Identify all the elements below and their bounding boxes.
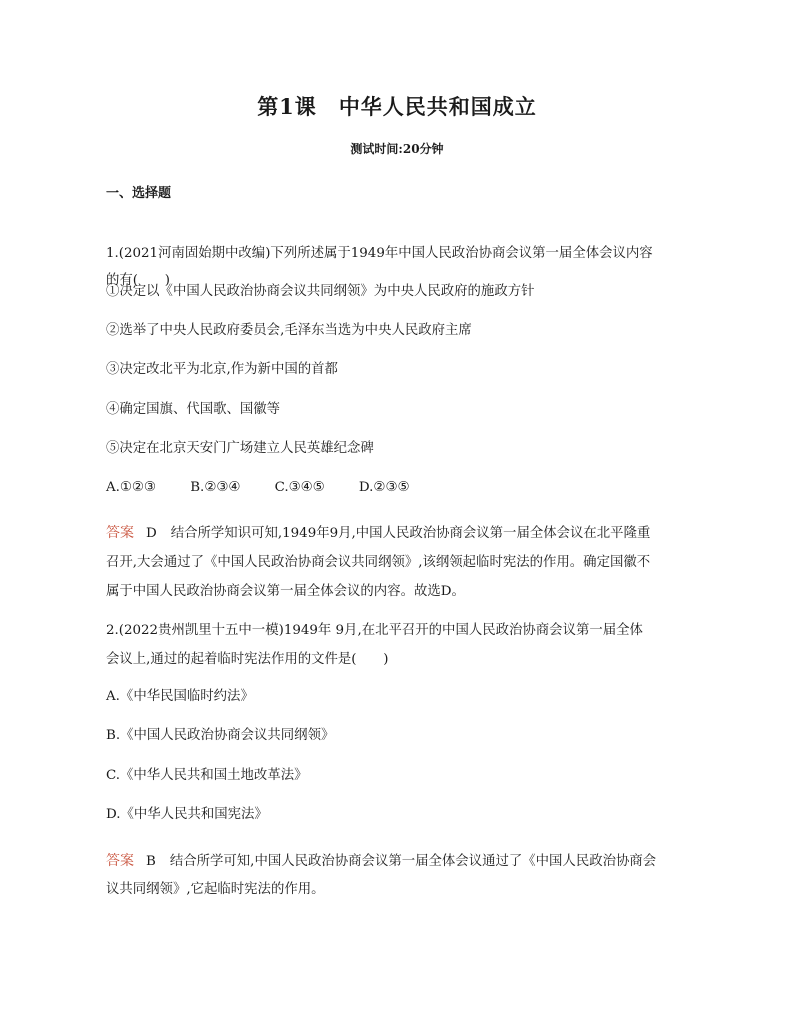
q1-option-d[interactable]: D.②③⑤ (358, 480, 410, 495)
q1-option-a[interactable]: A.①②③ (106, 480, 156, 495)
q2-option-d[interactable]: D.《中华人民共和国宪法》 (106, 807, 268, 822)
q1-option-c[interactable]: C.③④⑤ (274, 480, 325, 495)
q2-answer-label: 答案 (106, 853, 134, 869)
q2-stem-line1: 2.(2022贵州凯里十五中一模)1949年 9月,在北平召开的中国人民政治协商会议第一届全体 (106, 623, 643, 638)
q1-item-5: ⑤决定在北京天安门广场建立人民英雄纪念碑 (106, 441, 374, 456)
q2-explanation-1: 结合所学可知,中国人民政治协商会议第一届全体会议通过了《中国人民政治协商会 (169, 854, 657, 869)
q2-answer-line1 (106, 851, 656, 872)
q1-options (106, 478, 439, 498)
test-time: 测试时间:20分钟 (350, 142, 444, 156)
q2-stem-line2: 会议上,通过的起着临时宪法作用的文件是( ) (106, 652, 389, 667)
q1-item-3: ③决定改北平为北京,作为新中国的首都 (106, 362, 338, 377)
lesson-name: 中华人民共和国成立 (338, 94, 537, 119)
q2-answer-letter: B (146, 854, 156, 869)
q1-answer-line1 (106, 523, 650, 544)
q1-stem-line2: 的有( ) (106, 273, 171, 288)
q1-item-4: ④确定国旗、代国歌、国徽等 (106, 402, 281, 417)
q2-option-b[interactable]: B.《中国人民政治协商会议共同纲领》 (106, 728, 335, 743)
q1-answer-letter: D (146, 526, 157, 541)
q1-option-b[interactable]: B.②③④ (190, 480, 241, 495)
q1-item-2: ②选举了中央人民政府委员会,毛泽东当选为中央人民政府主席 (106, 323, 472, 338)
q1-item-1: ①决定以《中国人民政治协商会议共同纲领》为中央人民政府的施政方针 (106, 284, 535, 299)
q2-explanation-2: 议共同纲领》,它起临时宪法的作用。 (106, 882, 325, 897)
q1-answer-label: 答案 (106, 525, 134, 541)
q1-explanation-1: 结合所学知识可知,1949年9月,中国人民政治协商会议第一届全体会议在北平隆重 (170, 526, 651, 541)
q2-option-a[interactable]: A.《中华民国临时约法》 (106, 689, 254, 704)
q2-option-c[interactable]: C.《中华人民共和国土地改革法》 (106, 768, 308, 783)
section-heading: 一、选择题 (106, 186, 172, 201)
q1-explanation-3: 属于中国人民政治协商会议第一届全体会议的内容。故选D。 (106, 584, 465, 599)
lesson-number: 第1课 (257, 94, 317, 119)
page-title (0, 91, 794, 121)
q1-stem-line1: 1.(2021河南固始期中改编)下列所述属于1949年中国人民政治协商会议第一届全体会议内容 (106, 246, 653, 261)
q1-explanation-2: 召开,大会通过了《中国人民政治协商会议共同纲领》,该纲领起临时宪法的作用。确定国徽不 (106, 555, 651, 570)
